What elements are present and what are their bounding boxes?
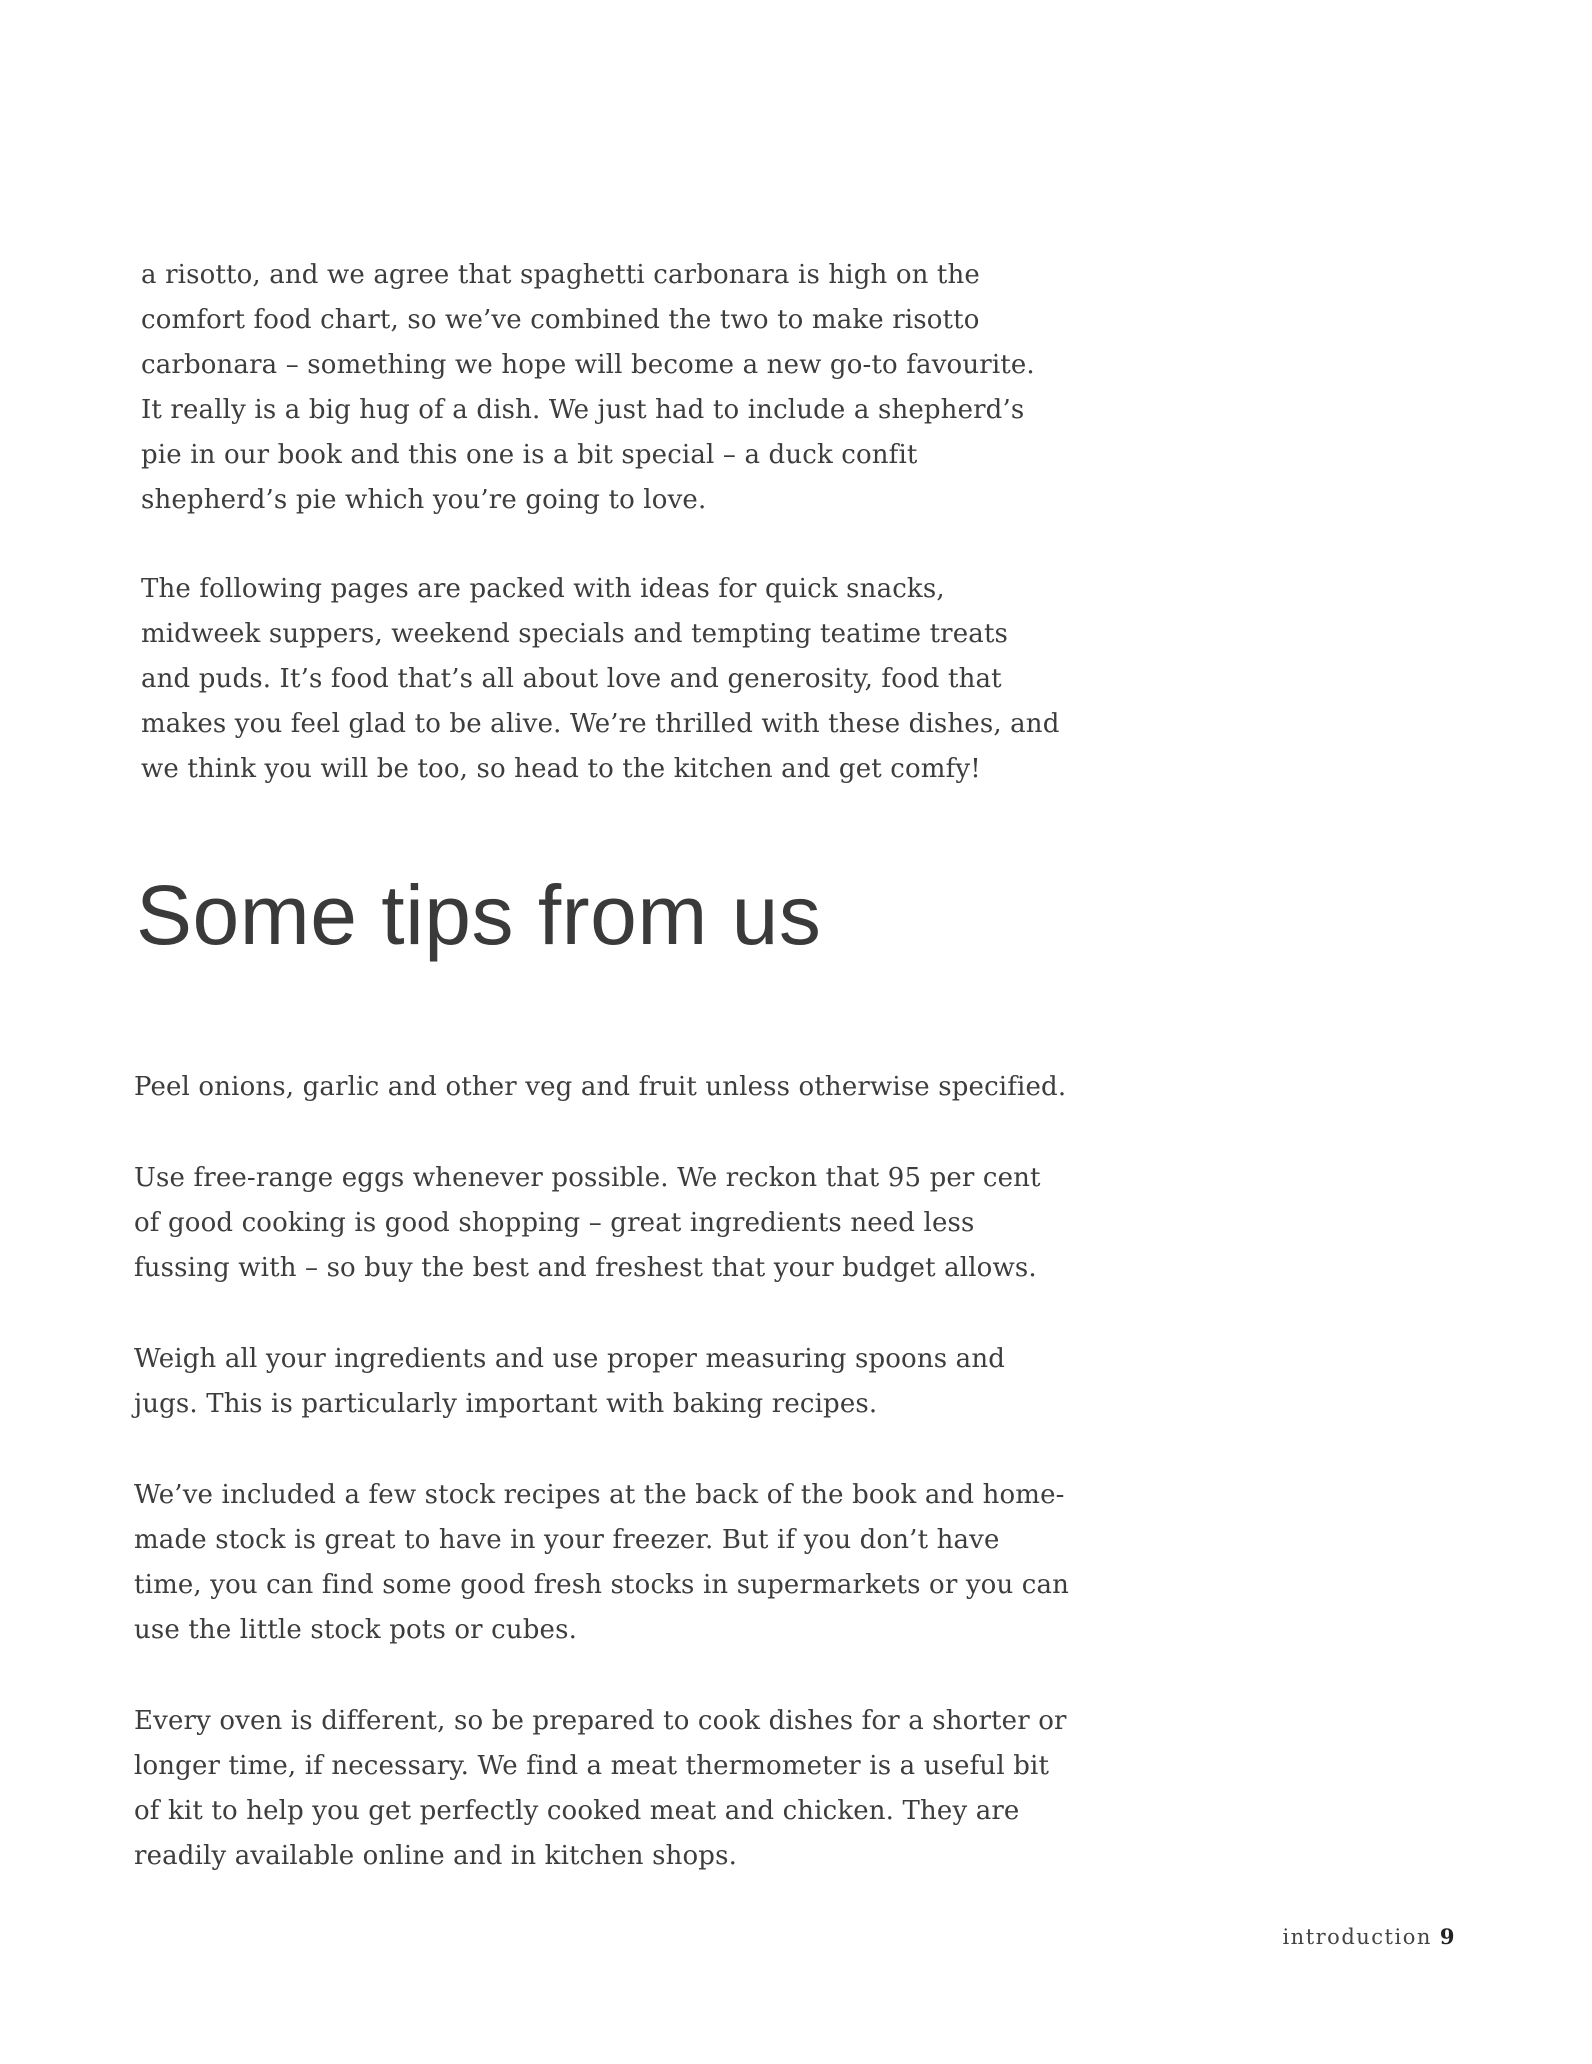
intro-text-block [141, 253, 1061, 836]
intro-paragraph: The following pages are packed with ideas for quick snacks, midweek suppers, weekend specials and tempting teatime treats and puds. It’s food that’s all about love and generosity, food that makes you feel glad to be alive. We’re thrilled with these dishes, and we think you will be too, so head to the kitchen and get comfy! [141, 574, 1060, 784]
page-footer [1282, 1924, 1456, 1949]
page-number: 9 [1439, 1924, 1456, 1949]
tip-paragraph: Peel onions, garlic and other veg and fruit unless otherwise specified. [134, 1072, 1067, 1102]
tip-paragraph: Weigh all your ingredients and use proper measuring spoons and jugs. This is particularly important with baking recipes. [134, 1344, 1006, 1419]
tip-paragraph: Every oven is different, so be prepared to cook dishes for a shorter or longer time, if necessary. We find a meat thermometer is a useful bit of kit to help you get perfectly cooked meat and chicken. They are readily available online and in kitchen shops. [134, 1706, 1067, 1871]
section-heading: Some tips from us [136, 868, 822, 962]
tip-paragraph: Use free-range eggs whenever possible. We reckon that 95 per cent of good cooking is good shopping – great ingredients need less fussing with – so buy the best and freshest that your budget allows. [134, 1163, 1041, 1283]
intro-paragraph: a risotto, and we agree that spaghetti carbonara is high on the comfort food chart, so we’ve combined the two to make risotto carbonara – something we hope will become a new go-to favourite. It really is a big hug of a dish. We just had to include a shepherd’s pie in our book and this one is a bit special – a duck confit shepherd’s pie which you’re going to love. [141, 260, 1035, 515]
tips-list [134, 1065, 1074, 1925]
section-name: introduction [1282, 1925, 1432, 1949]
tip-paragraph: We’ve included a few stock recipes at the back of the book and home-made stock is great to have in your freezer. But if you don’t have time, you can find some good fresh stocks in supermarkets or you can use the little stock pots or cubes. [134, 1480, 1070, 1645]
